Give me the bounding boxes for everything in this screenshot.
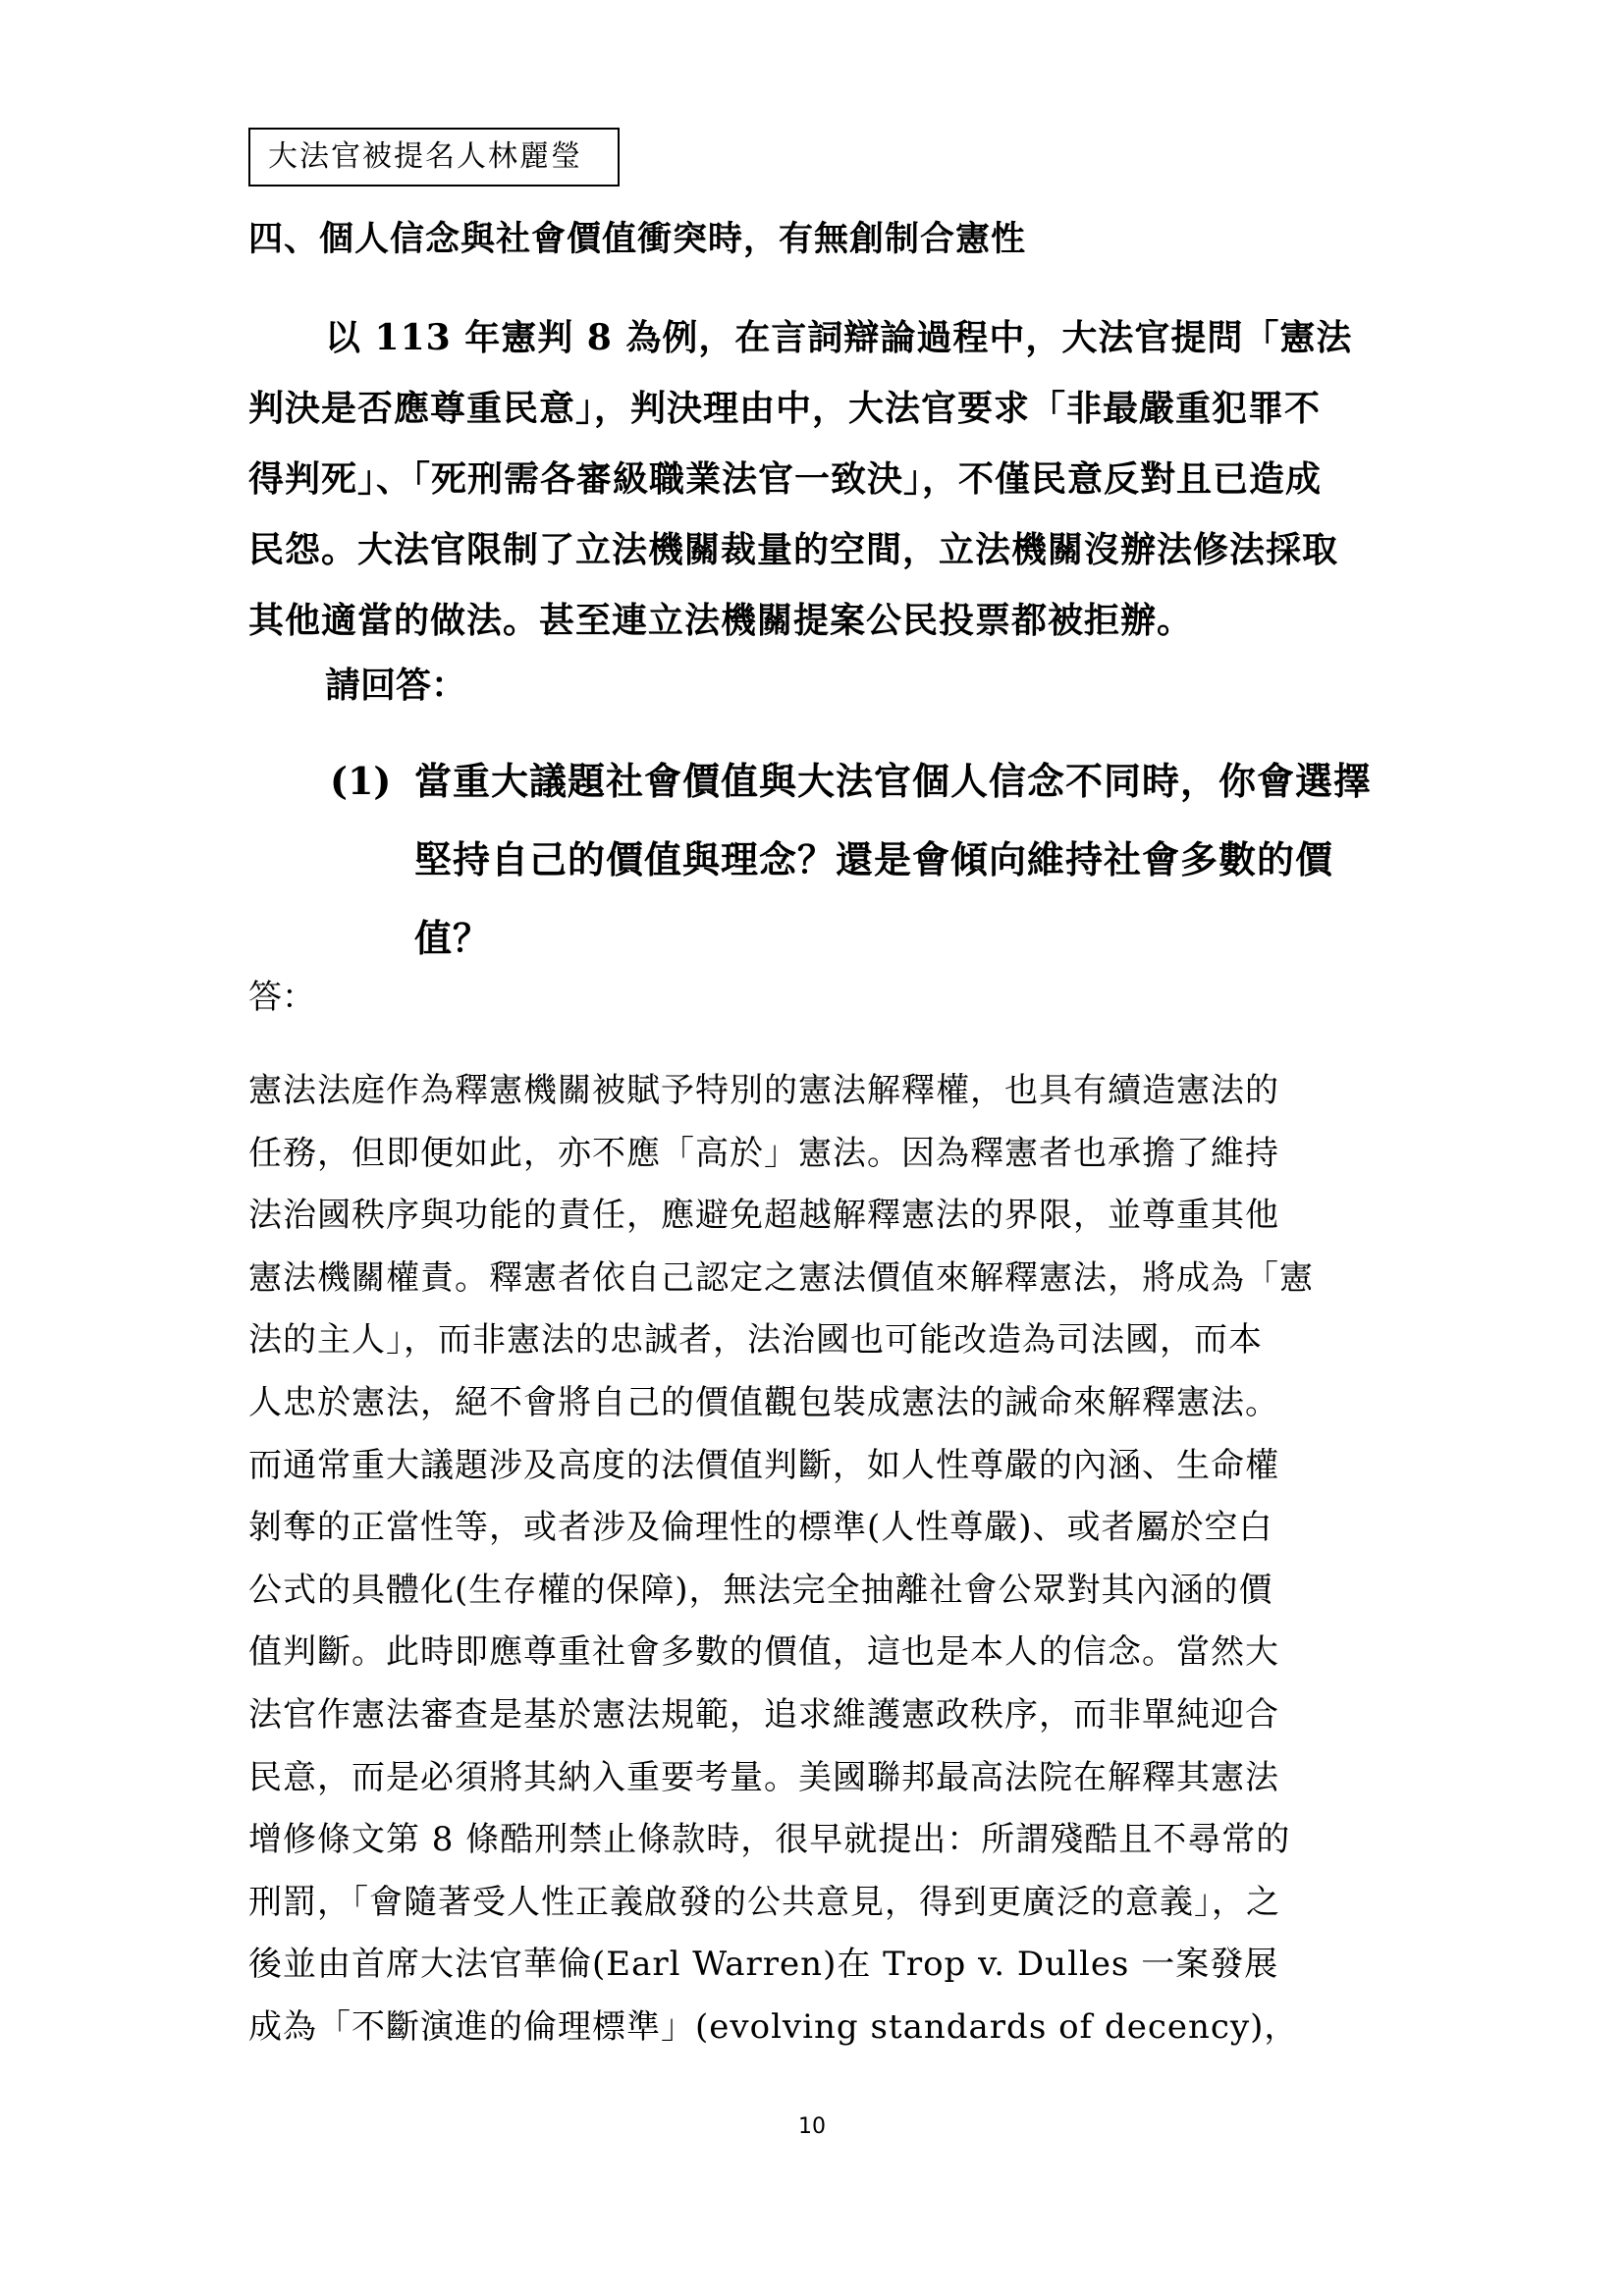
nominee-label-box: 大法官被提名人林麗瑩 (248, 128, 620, 187)
question-line: 得判死」、「死刑需各審級職業法官一致決」，不僅民意反對且已造成 (248, 458, 1323, 500)
answer-label: 答： (248, 978, 315, 1017)
answer-line: 憲法機關權責。釋憲者依自己認定之憲法價值來解釋憲法，將成為「憲 (248, 1257, 1314, 1298)
answer-body (248, 1060, 1387, 2059)
sub-question-number: (1) (330, 759, 392, 803)
question-line: 判決是否應尊重民意」，判決理由中，大法官要求「非最嚴重犯罪不 (248, 388, 1322, 429)
question-line: 民怨。大法官限制了立法機關裁量的空間，立法機關沒辦法修法採取 (248, 529, 1339, 570)
answer-line: 後並由首席大法官華倫(Earl Warren)在 Trop v. Dulles 一案發展 (248, 1945, 1279, 1985)
answer-line: 而通常重大議題涉及高度的法價值判斷，如人性尊嚴的內涵、生命權 (248, 1445, 1279, 1485)
answer-line: 公式的具體化(生存權的保障)，無法完全抽離社會公眾對其內涵的價 (248, 1570, 1273, 1610)
answer-line: 憲法法庭作為釋憲機關被賦予特別的憲法解釋權，也具有續造憲法的 (248, 1071, 1279, 1110)
question-line: 以 113 年憲判 8 為例，在言詞辯論過程中，大法官提問「憲法 (325, 317, 1353, 358)
prompt-label: 請回答： (325, 665, 467, 706)
section-title: 四、個人信念與社會價值衝突時，有無創制合憲性 (248, 219, 1027, 259)
page-number: 10 (798, 2114, 826, 2139)
answer-line: 值判斷。此時即應尊重社會多數的價值，這也是本人的信念。當然大 (248, 1632, 1279, 1673)
sub-question-line: 值？ (414, 916, 492, 960)
answer-line: 法的主人」，而非憲法的忠誠者，法治國也可能改造為司法國，而本 (248, 1320, 1263, 1361)
sub-question-line: 堅持自己的價值與理念？還是會傾向維持社會多數的價 (414, 837, 1334, 881)
answer-line: 刑罰，「會隨著受人性正義啟發的公共意見，得到更廣泛的意義」，之 (248, 1882, 1280, 1922)
question-line: 其他適當的做法。甚至連立法機關提案公民投票都被拒辦。 (248, 600, 1194, 641)
answer-line: 民意，而是必須將其納入重要考量。美國聯邦最高法院在解釋其憲法 (248, 1757, 1279, 1797)
answer-line: 法官作憲法審查是基於憲法規範，追求維護憲政秩序，而非單純迎合 (248, 1694, 1279, 1735)
answer-line: 增修條文第 8 條酷刑禁止條款時，很早就提出：所謂殘酷且不尋常的 (248, 1820, 1291, 1860)
answer-line: 成為「不斷演進的倫理標準」(evolving standards of decency)， (248, 2006, 1299, 2047)
sub-question-text (414, 742, 1372, 978)
answer-line: 法治國秩序與功能的責任，應避免超越解釋憲法的界限，並尊重其他 (248, 1196, 1279, 1236)
answer-line: 任務，但即便如此，亦不應「高於」憲法。因為釋憲者也承擔了維持 (248, 1133, 1279, 1173)
answer-line: 人忠於憲法，絕不會將自己的價值觀包裝成憲法的誡命來解釋憲法。 (248, 1382, 1279, 1422)
sub-question-line: 當重大議題社會價值與大法官個人信念不同時，你會選擇 (414, 759, 1373, 803)
answer-line: 剝奪的正當性等，或者涉及倫理性的標準(人性尊嚴)、或者屬於空白 (248, 1508, 1273, 1548)
question-paragraph (248, 302, 1385, 656)
